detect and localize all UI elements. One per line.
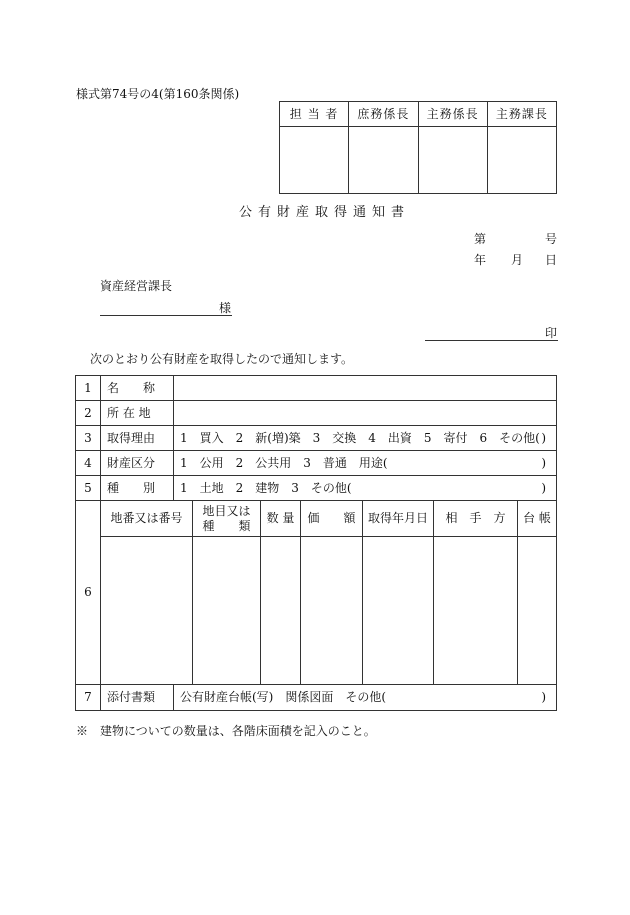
table-row [76, 501, 557, 685]
row-label: 種 別 [101, 476, 174, 501]
row-value[interactable] [174, 426, 557, 451]
detail-cell[interactable] [363, 537, 434, 685]
property-detail-table [101, 501, 556, 684]
detail-cell[interactable] [301, 537, 363, 685]
table-row [76, 376, 557, 401]
detail-cell[interactable] [434, 537, 518, 685]
row-value[interactable] [174, 685, 557, 711]
seal-mark: 印 [545, 326, 558, 340]
row-number: 4 [76, 451, 101, 476]
row-value[interactable] [174, 376, 557, 401]
approval-cell[interactable] [418, 127, 487, 194]
approval-header-shomu: 庶務係長 [349, 102, 418, 127]
intro-text: 次のとおり公有財産を取得したので通知します。 [90, 352, 354, 366]
detail-cell[interactable] [193, 537, 261, 685]
form-id: 様式第74号の4(第160条関係) [76, 87, 240, 101]
date-month: 月 [511, 253, 524, 267]
detail-cell[interactable] [518, 537, 557, 685]
detail-cell[interactable] [101, 537, 193, 685]
detail-cell[interactable] [261, 537, 301, 685]
row-value[interactable] [174, 476, 557, 501]
col-header-counterparty: 相 手 方 [434, 501, 518, 537]
row-label: 所 在 地 [101, 401, 174, 426]
col-header-lot-number: 地番又は番号 [101, 501, 193, 537]
row-label: 取得理由 [101, 426, 174, 451]
col-header-line1: 地目又は [202, 504, 251, 519]
table-row [76, 451, 557, 476]
approval-cell[interactable] [280, 127, 349, 194]
approval-stamp-box [279, 101, 557, 194]
sender-name-line[interactable] [425, 340, 558, 341]
date-day: 日 [545, 253, 558, 267]
row-value[interactable] [174, 451, 557, 476]
paren-close: ) [541, 480, 546, 495]
approval-header-shumu-kakari: 主務係長 [418, 102, 487, 127]
addressee: 資産経営課長 [100, 279, 173, 293]
approval-header-tanto: 担 当 者 [280, 102, 349, 127]
paren-close: ) [541, 690, 546, 705]
col-header-quantity: 数 量 [261, 501, 301, 537]
category-options: 1 公用 2 公共用 3 普通 用途( [180, 455, 388, 470]
document-title: 公有財産取得通知書 [239, 205, 411, 220]
table-row [76, 685, 557, 711]
col-header-ledger: 台 帳 [518, 501, 557, 537]
number-suffix: 号 [545, 232, 558, 246]
row-label: 名 称 [101, 376, 174, 401]
number-prefix: 第 [474, 232, 487, 246]
approval-cell[interactable] [487, 127, 556, 194]
approval-header-shumu-ka: 主務課長 [487, 102, 556, 127]
details-table [75, 375, 557, 711]
footnote: ※ 建物についての数量は、各階床面積を記入のこと。 [76, 724, 376, 738]
row-number: 2 [76, 401, 101, 426]
reason-options: 1 買入 2 新(増)築 3 交換 4 出資 5 寄付 6 その他( [180, 430, 540, 445]
col-header-land-category [193, 501, 261, 537]
approval-cell[interactable] [349, 127, 418, 194]
row-label: 財産区分 [101, 451, 174, 476]
addressee-name-line[interactable] [100, 315, 232, 316]
col-header-line2: 種 類 [202, 518, 251, 533]
col-header-acquire-date: 取得年月日 [363, 501, 434, 537]
attachment-options: 公有財産台帳(写) 関係図面 その他( [180, 690, 387, 705]
row-label: 添付書類 [101, 685, 174, 711]
row-number: 3 [76, 426, 101, 451]
row-value[interactable] [174, 401, 557, 426]
row-number: 6 [76, 501, 101, 685]
paren-close: ) [541, 455, 546, 470]
row-number: 1 [76, 376, 101, 401]
table-row [76, 476, 557, 501]
table-row [76, 426, 557, 451]
type-options: 1 土地 2 建物 3 その他( [180, 480, 352, 495]
property-detail-cell [101, 501, 557, 685]
col-header-price: 価 額 [301, 501, 363, 537]
row-number: 5 [76, 476, 101, 501]
date-year: 年 [474, 253, 487, 267]
honorific: 様 [219, 301, 232, 315]
paren-close: ) [541, 430, 546, 445]
table-row [76, 401, 557, 426]
row-number: 7 [76, 685, 101, 711]
